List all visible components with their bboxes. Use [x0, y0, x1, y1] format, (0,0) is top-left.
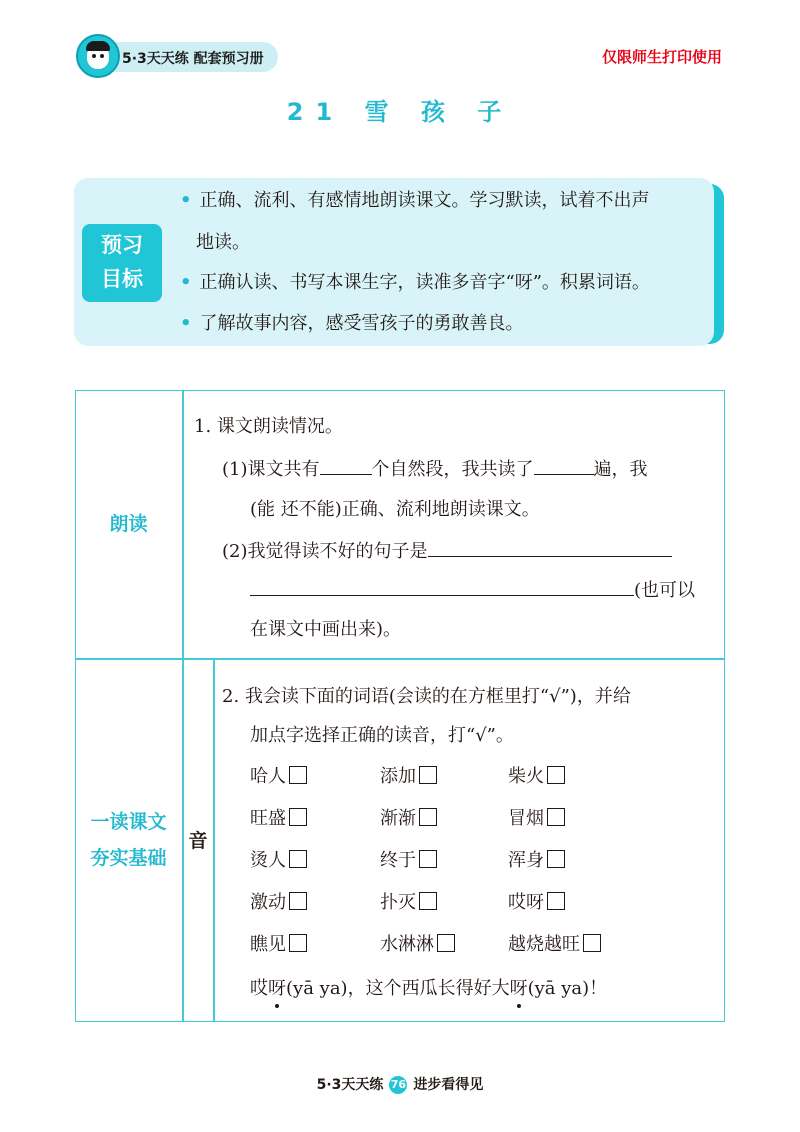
answer-blank[interactable] — [428, 556, 672, 557]
question-2-cont: 加点字选择正确的读音，打“√”。 — [250, 725, 514, 746]
word-item: 哎呀 — [508, 888, 565, 914]
page-number: 76 — [389, 1076, 407, 1094]
checkbox[interactable] — [547, 766, 565, 784]
section-label-reading: 朗读 — [109, 513, 148, 535]
question-1a-cont: (能 还不能)正确、流利地朗读课文。 — [250, 499, 540, 520]
checkbox[interactable] — [289, 850, 307, 868]
goal-item-cont: 地读。 — [196, 232, 250, 253]
checkbox[interactable] — [419, 808, 437, 826]
word-item: 烫人 — [250, 846, 307, 872]
section-label-basics — [75, 804, 182, 876]
word-item: 哈人 — [250, 762, 307, 788]
checkbox[interactable] — [547, 850, 565, 868]
checkbox[interactable] — [289, 766, 307, 784]
mascot-avatar-icon — [76, 34, 120, 78]
word-item: 旺盛 — [250, 804, 307, 830]
word-item: 水淋淋 — [380, 930, 455, 956]
checkbox[interactable] — [419, 892, 437, 910]
goal-item: • 正确、流利、有感情地朗读课文。学习默读，试着不出声 — [180, 190, 650, 211]
footer — [0, 1074, 800, 1094]
goal-item: • 了解故事内容，感受雪孩子的勇敢善良。 — [180, 313, 524, 334]
word-item: 激动 — [250, 888, 307, 914]
section-label-line1: 一读课文 — [90, 811, 167, 833]
emphasis-char: 呀 — [509, 978, 528, 999]
checkbox[interactable] — [547, 808, 565, 826]
bullet-icon: • — [180, 313, 192, 334]
checkbox[interactable] — [583, 934, 601, 952]
footer-series: 5·3天天练 — [316, 1077, 384, 1093]
goals-tag-line1: 预习 — [101, 233, 143, 257]
word-item: 浑身 — [508, 846, 565, 872]
checkbox[interactable] — [419, 850, 437, 868]
row-divider — [75, 658, 725, 660]
emphasis-char: 呀 — [268, 978, 286, 999]
question-1b: (2)我觉得读不好的句子是 — [222, 537, 672, 563]
goal-item: • 正确认读、书写本课生字，读准多音字“呀”。积累词语。 — [180, 272, 650, 293]
question-1a: (1)课文共有 个自然段，我共读了 遍，我 — [222, 459, 648, 480]
word-item: 冒烟 — [508, 804, 565, 830]
question-2: 2. 我会读下面的词语(会读的在方框里打“√”)，并给 — [222, 686, 631, 707]
question-1b-end: 在课文中画出来)。 — [250, 619, 402, 640]
section-label-line2: 夯实基础 — [90, 847, 167, 869]
answer-blank[interactable] — [250, 595, 634, 596]
question-1: 1. 课文朗读情况。 — [194, 416, 343, 437]
sub-column-divider — [213, 658, 215, 1022]
bullet-icon: • — [180, 190, 192, 211]
question-1b-cont: (也可以 — [250, 576, 695, 602]
series-title: 5·3天天练 配套预习册 — [122, 51, 264, 67]
word-item: 扑灭 — [380, 888, 437, 914]
word-item: 添加 — [380, 762, 437, 788]
lesson-title: 21 雪 孩 子 — [286, 98, 514, 126]
answer-blank[interactable] — [320, 474, 372, 475]
checkbox[interactable] — [437, 934, 455, 952]
word-item: 瞧见 — [250, 930, 307, 956]
answer-blank[interactable] — [534, 474, 594, 475]
checkbox[interactable] — [419, 766, 437, 784]
pronunciation-sentence: 哎呀(yā ya)，这个西瓜长得好大呀(yā ya)！ — [250, 978, 608, 999]
checkbox[interactable] — [289, 892, 307, 910]
checkbox[interactable] — [289, 934, 307, 952]
footer-slogan: 进步看得见 — [413, 1077, 484, 1093]
checkbox[interactable] — [547, 892, 565, 910]
column-divider — [182, 390, 184, 1022]
bullet-icon: • — [180, 272, 192, 293]
word-item: 柴火 — [508, 762, 565, 788]
goals-tag-line2: 目标 — [101, 267, 143, 291]
print-notice: 仅限师生打印使用 — [601, 48, 722, 66]
word-item: 终于 — [380, 846, 437, 872]
sub-label-pronunciation: 音 — [188, 830, 208, 852]
checkbox[interactable] — [289, 808, 307, 826]
goals-tag — [82, 224, 162, 302]
word-item: 越烧越旺 — [508, 930, 601, 956]
word-item: 渐渐 — [380, 804, 437, 830]
